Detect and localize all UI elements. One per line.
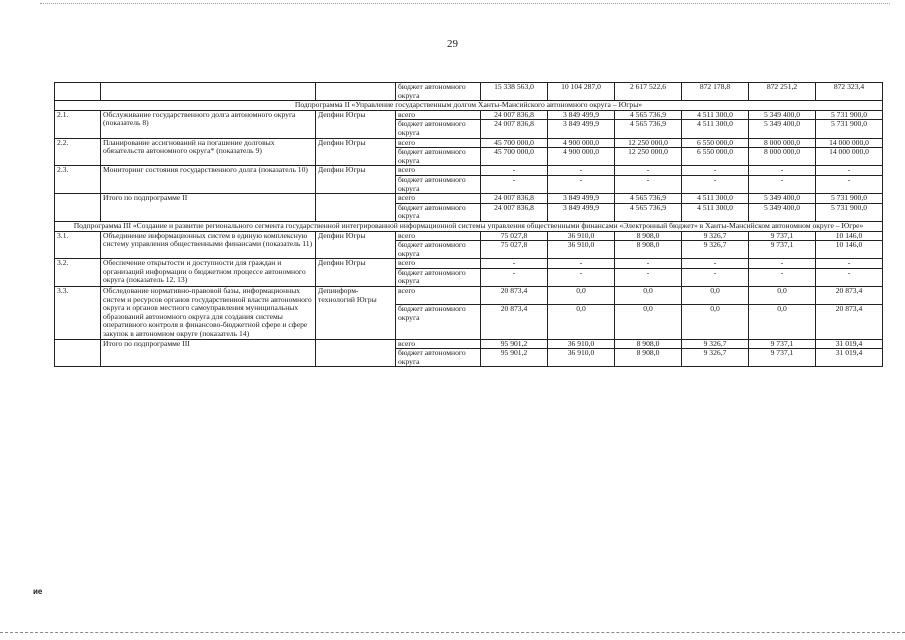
value-budget: 5 731 900,0 — [816, 120, 883, 138]
value-budget: - — [481, 268, 548, 286]
value-budget: - — [682, 268, 749, 286]
row-executor: Депфин Югры — [316, 110, 396, 138]
value-budget: - — [749, 268, 816, 286]
value-budget: 36 910,0 — [548, 241, 615, 259]
value-total: 20 873,4 — [816, 287, 883, 305]
source-total: всего — [396, 231, 481, 241]
value-total: 0,0 — [615, 287, 682, 305]
row-executor: Депфин Югры — [316, 231, 396, 259]
value-budget: 4 511 300,0 — [682, 120, 749, 138]
value-budget: 36 910,0 — [548, 349, 615, 367]
value-budget: - — [682, 175, 749, 193]
row-number — [55, 339, 101, 367]
value-total: 9 326,7 — [682, 231, 749, 241]
value-total: - — [481, 259, 548, 269]
value-total: - — [749, 259, 816, 269]
source-total: всего — [396, 166, 481, 176]
value-total: 9 737,1 — [749, 231, 816, 241]
value-total: 8 908,0 — [615, 231, 682, 241]
table-row — [55, 259, 883, 269]
value-total: 20 873,4 — [481, 287, 548, 305]
value-budget: 20 873,4 — [816, 305, 883, 339]
value-budget: 5 349 400,0 — [749, 120, 816, 138]
value-budget: 5 731 900,0 — [816, 203, 883, 221]
row-name: Обследование нормативно-правовой базы, информационных систем и ресурсов органов государственной власти автономного округа и органов местного самоуправления муниципальных образований автономного округа для создания системы оперативного контроля в финансово-бюджетной сфере и сфере закупок в автономном округе (показатель 14) — [101, 287, 316, 340]
table-row — [55, 221, 883, 231]
value-budget: 14 000 000,0 — [816, 148, 883, 166]
row-name: Итого по подпрограмме II — [101, 194, 316, 222]
row-number: 2.2. — [55, 138, 101, 166]
value-total: - — [749, 166, 816, 176]
row-name: Итого по подпрограмме III — [101, 339, 316, 367]
value-total: 9 326,7 — [682, 339, 749, 349]
source-total: всего — [396, 194, 481, 204]
value-budget: - — [548, 175, 615, 193]
row-number: 2.1. — [55, 110, 101, 138]
subprogram-2-title: Подпрограмма II «Управление государственным долгом Ханты-Мансийского автономного округа – Югры» — [55, 101, 883, 111]
source-budget: бюджет автономного округа — [396, 241, 481, 259]
value-budget: - — [481, 175, 548, 193]
value-total: 3 849 499,9 — [548, 194, 615, 204]
value-total: 5 731 900,0 — [816, 110, 883, 120]
value-budget: 15 338 563,0 — [481, 83, 548, 101]
value-total: 24 007 836,8 — [481, 194, 548, 204]
value-budget: 5 349 400,0 — [749, 203, 816, 221]
value-total: 75 027,8 — [481, 231, 548, 241]
value-total: 5 349 400,0 — [749, 194, 816, 204]
scan-edge-top — [40, 3, 890, 4]
value-budget: 0,0 — [682, 305, 749, 339]
value-total: - — [682, 259, 749, 269]
value-total: 8 000 000,0 — [749, 138, 816, 148]
source-total: всего — [396, 287, 481, 305]
value-budget: 8 908,0 — [615, 241, 682, 259]
value-total: 0,0 — [682, 287, 749, 305]
value-total: 0,0 — [548, 287, 615, 305]
value-budget: 872 251,2 — [749, 83, 816, 101]
value-total: - — [548, 166, 615, 176]
row-name: Планирование ассигнований на погашение долговых обязательств автономного округа* (показатель 9) — [101, 138, 316, 166]
value-total: 12 250 000,0 — [615, 138, 682, 148]
source-total: всего — [396, 259, 481, 269]
value-total: 3 849 499,9 — [548, 110, 615, 120]
row-name: Обслуживание государственного долга автономного округа (показатель 8) — [101, 110, 316, 138]
source-budget: бюджет автономного округа — [396, 83, 481, 101]
table-row — [55, 166, 883, 176]
source-budget: бюджет автономного округа — [396, 203, 481, 221]
row-number: 3.1. — [55, 231, 101, 259]
source-budget: бюджет автономного округа — [396, 175, 481, 193]
value-total: 8 908,0 — [615, 339, 682, 349]
value-budget: 9 326,7 — [682, 349, 749, 367]
value-budget: 9 326,7 — [682, 241, 749, 259]
row-number — [55, 83, 101, 101]
value-total: 4 511 300,0 — [682, 110, 749, 120]
value-budget: 31 019,4 — [816, 349, 883, 367]
subprogram-3-title: Подпрограмма III «Создание и развитие регионального сегмента государственной интегрированной информационной системы управления общественными финансами «Электронный бюджет» в Ханты-Мансийском автономном округе – Югре» — [55, 221, 883, 231]
source-budget: бюджет автономного округа — [396, 349, 481, 367]
value-budget: 4 900 000,0 — [548, 148, 615, 166]
value-total: - — [548, 259, 615, 269]
value-total: 0,0 — [749, 287, 816, 305]
footnote-mark: ие — [33, 587, 43, 596]
value-budget: 12 250 000,0 — [615, 148, 682, 166]
value-total: 4 565 736,9 — [615, 194, 682, 204]
value-budget: 95 901,2 — [481, 349, 548, 367]
value-budget: 8 908,0 — [615, 349, 682, 367]
value-budget: - — [615, 268, 682, 286]
value-total: - — [682, 166, 749, 176]
row-name — [101, 83, 316, 101]
value-budget: - — [816, 268, 883, 286]
value-total: 24 007 836,8 — [481, 110, 548, 120]
value-total: 4 511 300,0 — [682, 194, 749, 204]
value-budget: 0,0 — [749, 305, 816, 339]
row-name: Мониторинг состояния государственного долга (показатель 10) — [101, 166, 316, 194]
source-budget: бюджет автономного округа — [396, 305, 481, 339]
row-number — [55, 194, 101, 222]
value-total: - — [816, 166, 883, 176]
value-budget: 9 737,1 — [749, 349, 816, 367]
row-executor: Депфин Югры — [316, 166, 396, 194]
scan-edge-bottom — [0, 632, 905, 633]
value-budget: 24 007 836,8 — [481, 120, 548, 138]
row-number: 3.3. — [55, 287, 101, 340]
budget-table — [54, 82, 883, 367]
value-budget: 872 323,4 — [816, 83, 883, 101]
value-budget: 4 511 300,0 — [682, 203, 749, 221]
table-row — [55, 83, 883, 101]
value-total: - — [615, 259, 682, 269]
value-total: 4 900 000,0 — [548, 138, 615, 148]
source-total: всего — [396, 138, 481, 148]
value-total: 9 737,1 — [749, 339, 816, 349]
value-total: 36 910,0 — [548, 339, 615, 349]
table-body — [55, 83, 883, 367]
value-budget: 45 700 000,0 — [481, 148, 548, 166]
value-budget: 872 178,8 — [682, 83, 749, 101]
source-budget: бюджет автономного округа — [396, 148, 481, 166]
row-executor — [316, 194, 396, 222]
source-total: всего — [396, 339, 481, 349]
value-budget: - — [816, 175, 883, 193]
table-row — [55, 194, 883, 204]
table-row — [55, 101, 883, 111]
source-budget: бюджет автономного округа — [396, 120, 481, 138]
table-row — [55, 138, 883, 148]
row-executor — [316, 339, 396, 367]
value-total: - — [615, 166, 682, 176]
value-budget: 24 007 836,8 — [481, 203, 548, 221]
table-row — [55, 231, 883, 241]
row-executor: Депфин Югры — [316, 259, 396, 287]
value-budget: 10 146,0 — [816, 241, 883, 259]
row-name: Обеспечение открытости и доступности для граждан и организаций информации о бюджетном процессе автономного округа (показатель 12, 13) — [101, 259, 316, 287]
source-budget: бюджет автономного округа — [396, 268, 481, 286]
value-budget: - — [749, 175, 816, 193]
value-budget: 6 550 000,0 — [682, 148, 749, 166]
table-row — [55, 339, 883, 349]
value-total: - — [816, 259, 883, 269]
value-total: 10 146,0 — [816, 231, 883, 241]
value-total: - — [481, 166, 548, 176]
value-budget: 4 565 736,9 — [615, 203, 682, 221]
source-total: всего — [396, 110, 481, 120]
value-budget: 75 027,8 — [481, 241, 548, 259]
row-name: Объединение информационных систем в единую комплексную систему управления общественными финансами (показатель 11) — [101, 231, 316, 259]
value-budget: 2 617 522,6 — [615, 83, 682, 101]
value-budget: 20 873,4 — [481, 305, 548, 339]
page-number: 29 — [447, 38, 458, 50]
value-total: 6 550 000,0 — [682, 138, 749, 148]
value-total: 31 019,4 — [816, 339, 883, 349]
row-executor — [316, 83, 396, 101]
value-budget: 0,0 — [615, 305, 682, 339]
value-total: 4 565 736,9 — [615, 110, 682, 120]
value-total: 95 901,2 — [481, 339, 548, 349]
value-budget: 0,0 — [548, 305, 615, 339]
value-budget: 3 849 499,9 — [548, 120, 615, 138]
value-total: 5 349 400,0 — [749, 110, 816, 120]
row-executor: Депинформ-технологий Югры — [316, 287, 396, 340]
value-total: 45 700 000,0 — [481, 138, 548, 148]
value-budget: 10 104 287,0 — [548, 83, 615, 101]
row-number: 3.2. — [55, 259, 101, 287]
value-budget: 9 737,1 — [749, 241, 816, 259]
value-budget: - — [615, 175, 682, 193]
value-budget: - — [548, 268, 615, 286]
row-number: 2.3. — [55, 166, 101, 194]
value-budget: 4 565 736,9 — [615, 120, 682, 138]
value-total: 5 731 900,0 — [816, 194, 883, 204]
table-row — [55, 110, 883, 120]
value-total: 36 910,0 — [548, 231, 615, 241]
value-budget: 3 849 499,9 — [548, 203, 615, 221]
value-total: 14 000 000,0 — [816, 138, 883, 148]
value-budget: 8 000 000,0 — [749, 148, 816, 166]
row-executor: Депфин Югры — [316, 138, 396, 166]
table-row — [55, 287, 883, 305]
